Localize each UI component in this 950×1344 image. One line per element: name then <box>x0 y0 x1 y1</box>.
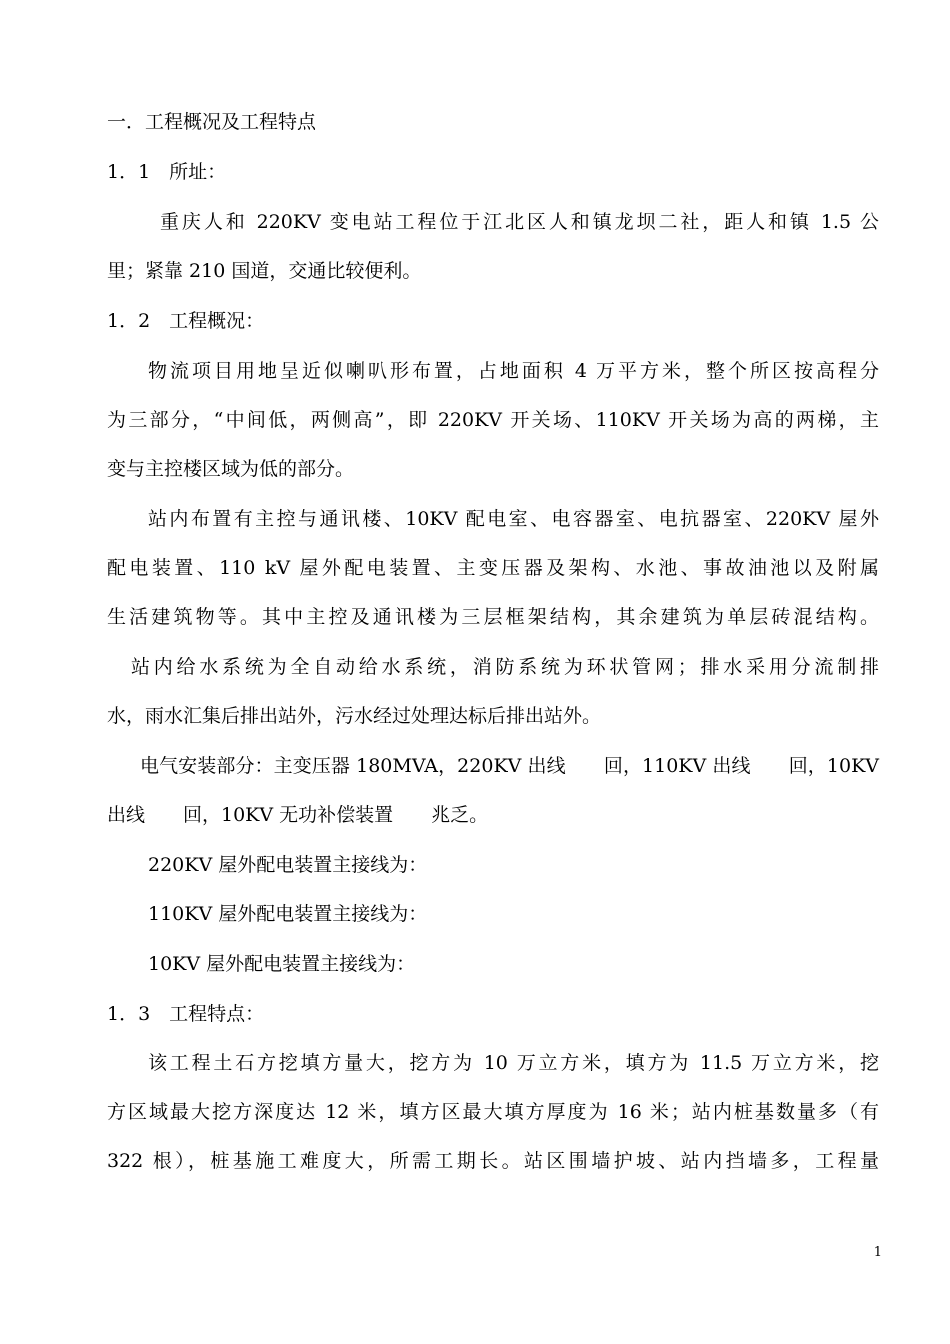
paragraph-line: 物流项目用地呈近似喇叭形布置，占地面积 4 万平方米，整个所区按高程分 <box>148 360 879 382</box>
paragraph-line: 变与主控楼区域为低的部分。 <box>107 458 355 480</box>
paragraph-line: 322 根），桩基施工难度大，所需工期长。站区围墙护坡、站内挡墙多，工程量 <box>107 1150 879 1172</box>
wiring-line-110kv: 110KV 屋外配电装置主接线为： <box>148 903 428 925</box>
subsection-heading-1-1: 1．1 所址： <box>107 161 227 183</box>
page-number: 1 <box>873 1245 882 1260</box>
paragraph-line: 该工程土石方挖填方量大，挖方为 10 万立方米，填方为 11.5 万立方米，挖 <box>148 1052 879 1074</box>
paragraph-line: 里；紧靠 210 国道，交通比较便利。 <box>107 260 422 282</box>
paragraph-line: 电气安装部分：主变压器 180MVA，220KV 出线 回，110KV 出线 回，10KV <box>140 755 879 777</box>
paragraph-line: 生活建筑物等。其中主控及通讯楼为三层框架结构，其余建筑为单层砖混结构。 <box>107 606 879 628</box>
paragraph-line: 站内布置有主控与通讯楼、10KV 配电室、电容器室、电抗器室、220KV 屋外 <box>148 508 879 530</box>
paragraph-line: 方区域最大挖方深度达 12 米，填方区最大填方厚度为 16 米；站内桩基数量多（有 <box>107 1101 879 1123</box>
wiring-line-220kv: 220KV 屋外配电装置主接线为： <box>148 854 428 876</box>
paragraph-line: 重庆人和 220KV 变电站工程位于江北区人和镇龙坝二社，距人和镇 1.5 公 <box>160 211 879 233</box>
paragraph-line: 配电装置、110 kV 屋外配电装置、主变压器及架构、水池、事故油池以及附属 <box>107 557 879 579</box>
wiring-line-10kv: 10KV 屋外配电装置主接线为： <box>148 953 416 975</box>
subsection-heading-1-3: 1．3 工程特点： <box>107 1003 265 1025</box>
paragraph-line: 出线 回，10KV 无功补偿装置 兆乏。 <box>107 804 489 826</box>
section-title: 一．工程概况及工程特点 <box>107 111 317 133</box>
subsection-heading-1-2: 1．2 工程概况： <box>107 310 265 332</box>
paragraph-line: 为三部分，“中间低，两侧高”，即 220KV 开关场、110KV 开关场为高的两梯，主 <box>107 409 879 431</box>
paragraph-line: 站内给水系统为全自动给水系统，消防系统为环状管网；排水采用分流制排 <box>131 656 879 678</box>
paragraph-line: 水，雨水汇集后排出站外，污水经过处理达标后排出站外。 <box>107 705 602 727</box>
